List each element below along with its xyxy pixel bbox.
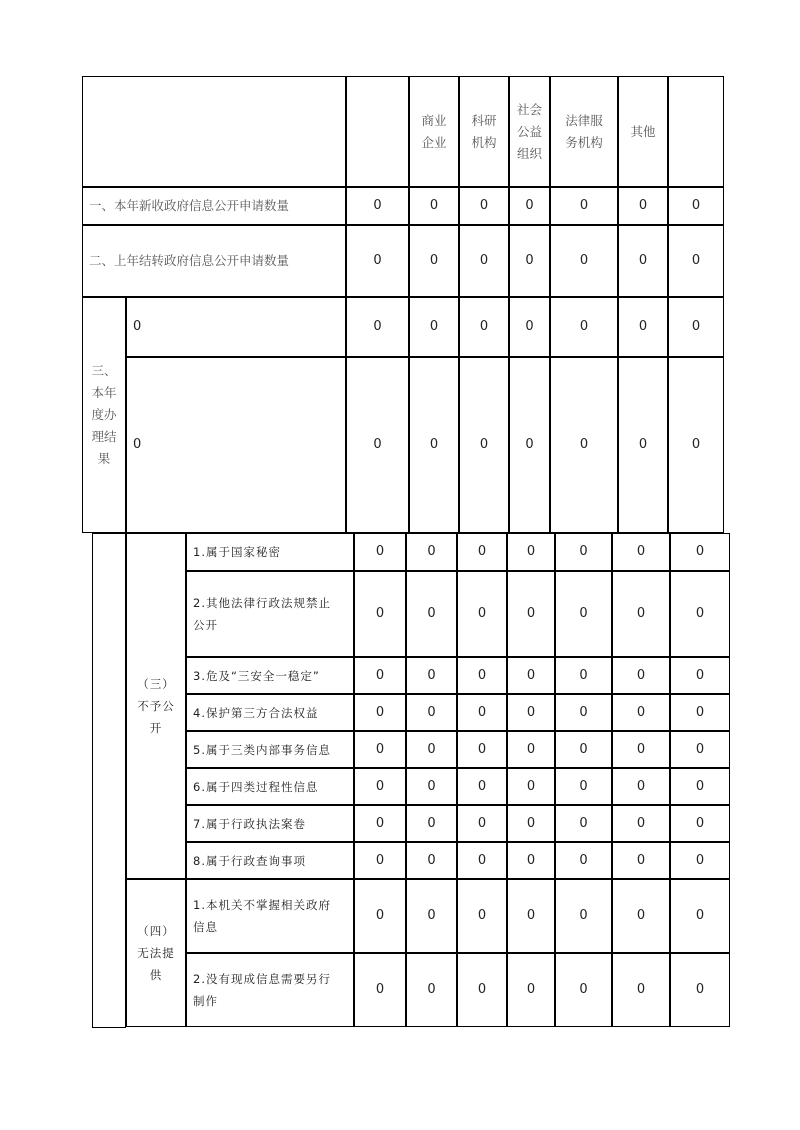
group3-item-value-text: 0: [375, 778, 385, 794]
group3-item-value: [612, 768, 670, 805]
group4-item-label-text: 1.本机关不掌握相关政府 信息: [193, 898, 331, 934]
group3-item-value-text: 0: [477, 667, 487, 683]
group3-item-value: [354, 768, 406, 805]
group3-item-label-text: 8.属于行政查询事项: [193, 853, 306, 868]
row-carryover-value-text: 0: [579, 253, 589, 268]
section3-sub2-value-text: 0: [429, 437, 439, 452]
group4-item-value: [612, 953, 670, 1027]
group3-item-value: [457, 571, 507, 657]
section3-sub2-value: [550, 357, 618, 533]
group3-item-value: [457, 805, 507, 842]
group3-item-value-text: 0: [636, 741, 646, 757]
group3-item-value-text: 0: [579, 741, 588, 757]
group4-item-value: [507, 879, 555, 953]
row-new-requests-value-text: 0: [638, 198, 648, 213]
group3-not-disclosed-label-text: （三） 不予公 开: [137, 677, 175, 735]
section3-sub1-value-text: 0: [638, 319, 648, 334]
section3-sub1-value-text: 0: [479, 319, 489, 334]
section3-sub2-value-text: 0: [579, 437, 589, 452]
row-new-requests-value: [409, 187, 459, 225]
row-new-requests-value-text: 0: [373, 198, 382, 213]
group4-unable-provide-label-text: （四） 无法提 供: [137, 924, 175, 982]
row-carryover-value-text: 0: [691, 253, 701, 268]
row-new-requests-value: [509, 187, 550, 225]
group4-item-value-text: 0: [526, 908, 536, 923]
group3-item-value-text: 0: [526, 815, 536, 831]
section3-sub1-value: [618, 297, 668, 357]
group3-item-value-text: 0: [427, 815, 436, 831]
group3-item-value-text: 0: [526, 667, 536, 683]
group3-item-value: [507, 694, 555, 731]
row-new-requests-value: [668, 187, 724, 225]
group3-item-value-text: 0: [636, 544, 646, 559]
group3-item-value: [507, 571, 555, 657]
group3-item-value: [612, 571, 670, 657]
section3-sub2-value-text: 0: [479, 437, 489, 452]
group3-item-label-text: 3.危及“三安全一稳定”: [193, 668, 320, 683]
group3-item-value-text: 0: [579, 852, 588, 868]
section3-sub1-value-text: 0: [525, 319, 534, 334]
group3-item-label: [186, 805, 354, 842]
group3-item-value-text: 0: [695, 778, 705, 794]
group3-item-value: [406, 657, 457, 694]
section3-sub1-value: [509, 297, 550, 357]
group3-item-label-text: 1.属于国家秘密: [193, 545, 281, 559]
group3-item-value: [354, 805, 406, 842]
section3-sub1-value: [346, 297, 409, 357]
group3-item-value-text: 0: [695, 667, 705, 683]
header-col-1: [409, 76, 459, 187]
group3-item-value: [406, 842, 457, 879]
group4-item-value-text: 0: [695, 908, 705, 923]
group3-item-value-text: 0: [695, 815, 705, 831]
group3-item-value-text: 0: [636, 667, 646, 683]
group3-not-disclosed-label: [126, 533, 186, 879]
group3-item-value-text: 0: [375, 667, 385, 683]
group3-item-label-text: 7.属于行政执法案卷: [193, 816, 306, 831]
group4-item-value: [555, 953, 612, 1027]
group4-item-value: [457, 953, 507, 1027]
group3-item-value-text: 0: [477, 704, 487, 720]
group3-item-value-text: 0: [477, 778, 487, 794]
group3-item-value-text: 0: [375, 544, 385, 559]
group3-item-value: [406, 805, 457, 842]
group3-item-value: [457, 731, 507, 768]
group3-item-value-text: 0: [636, 815, 646, 831]
row-carryover-value-text: 0: [638, 253, 648, 268]
group3-item-value: [457, 768, 507, 805]
group3-item-value-text: 0: [427, 852, 436, 868]
group3-item-value: [507, 657, 555, 694]
group4-item-value-text: 0: [579, 908, 588, 923]
group3-item-value: [406, 731, 457, 768]
group4-item-value-text: 0: [477, 908, 487, 923]
section3-sub2-value: [459, 357, 509, 533]
group3-item-value-text: 0: [695, 852, 705, 868]
group4-item-value-text: 0: [636, 908, 646, 923]
group3-item-value: [457, 533, 507, 571]
group3-item-value-text: 0: [526, 606, 536, 621]
row-carryover-value: [409, 225, 459, 297]
group3-item-value: [612, 657, 670, 694]
group4-item-value: [670, 879, 730, 953]
row-carryover-value: [346, 225, 409, 297]
group3-item-value-text: 0: [375, 704, 385, 720]
row-new-requests-value: [550, 187, 618, 225]
group3-item-label-text: 5.属于三类内部事务信息: [193, 742, 331, 757]
group3-item-value: [555, 842, 612, 879]
group3-item-value-text: 0: [427, 667, 436, 683]
group3-item-label: [186, 533, 354, 571]
group3-item-value: [457, 694, 507, 731]
section3-label: [82, 297, 126, 533]
group3-item-value: [354, 533, 406, 571]
group3-item-label-text: 2.其他法律行政法规禁止 公开: [193, 596, 331, 632]
row-new-requests-label-text: 一、本年新收政府信息公开申请数量: [89, 198, 290, 213]
group4-item-value-text: 0: [375, 908, 385, 923]
section3-sub2-value: [509, 357, 550, 533]
header-col-4: [550, 76, 618, 187]
group3-item-value-text: 0: [375, 852, 385, 868]
group4-item-value: [612, 879, 670, 953]
group4-item-value: [354, 953, 406, 1027]
group4-item-value-text: 0: [636, 982, 646, 997]
section3-sub2-value-text: 0: [373, 437, 382, 452]
row-new-requests-label: [82, 187, 346, 225]
group3-item-value-text: 0: [636, 852, 646, 868]
group3-item-value: [555, 533, 612, 571]
section3-sub1-value: [668, 297, 724, 357]
row-new-requests-value-text: 0: [579, 198, 589, 213]
group3-item-value: [670, 657, 730, 694]
group3-item-value-text: 0: [636, 606, 646, 621]
group3-item-label: [186, 842, 354, 879]
group3-item-value-text: 0: [526, 704, 536, 720]
group3-item-value-text: 0: [636, 704, 646, 720]
group3-item-value: [612, 731, 670, 768]
header-col-2-text: 科研 机构: [471, 112, 497, 150]
group3-item-value-text: 0: [579, 606, 588, 621]
section3-sub1-value-text: 0: [429, 319, 439, 334]
group3-item-value-text: 0: [526, 778, 536, 794]
group3-item-value: [354, 694, 406, 731]
group3-item-value-text: 0: [375, 606, 385, 621]
section3-sub2-value: [618, 357, 668, 533]
group4-item-value: [555, 879, 612, 953]
group4-item-value: [406, 879, 457, 953]
group4-item-value: [670, 953, 730, 1027]
section3-sub2-label: [126, 357, 346, 533]
group4-item-value: [354, 879, 406, 953]
group4-item-label-text: 2.没有现成信息需要另行 制作: [193, 972, 331, 1008]
group3-item-value: [670, 694, 730, 731]
header-col-3: [509, 76, 550, 187]
group3-item-label: [186, 657, 354, 694]
group3-item-value: [555, 768, 612, 805]
group3-item-value-text: 0: [477, 815, 487, 831]
group3-item-value-text: 0: [477, 544, 487, 559]
row-new-requests-value-text: 0: [429, 198, 439, 213]
group3-item-value-text: 0: [695, 544, 705, 559]
group3-item-label: [186, 731, 354, 768]
group3-item-value: [406, 768, 457, 805]
row-carryover-label: [82, 225, 346, 297]
group4-unable-provide-label: [126, 879, 186, 1027]
section3-sub2-value: [346, 357, 409, 533]
group3-item-value-text: 0: [427, 544, 436, 559]
group3-item-value: [507, 805, 555, 842]
section3-sub1-value: [459, 297, 509, 357]
section3-sub2-label-text: 0: [133, 437, 142, 452]
row-new-requests-value: [618, 187, 668, 225]
group3-item-value: [354, 571, 406, 657]
section3-sub1-value-text: 0: [691, 319, 701, 334]
header-col-3-text: 社会 公益 组织: [516, 101, 542, 161]
group3-item-value: [406, 694, 457, 731]
group3-item-value: [457, 657, 507, 694]
section3-sub1-value-text: 0: [579, 319, 589, 334]
group4-item-value-text: 0: [427, 982, 436, 997]
group4-item-value-text: 0: [375, 982, 385, 997]
group3-item-label-text: 4.保护第三方合法权益: [193, 705, 319, 720]
group3-item-value: [507, 731, 555, 768]
section3-sub2-value-text: 0: [638, 437, 648, 452]
header-col-0: [346, 76, 409, 187]
row-new-requests-value-text: 0: [691, 198, 701, 213]
header-col-5-text: 其他: [630, 123, 656, 139]
row-new-requests-value-text: 0: [525, 198, 534, 213]
group4-item-value-text: 0: [477, 982, 487, 997]
group3-item-value: [670, 533, 730, 571]
group3-item-value: [555, 571, 612, 657]
group3-item-value-text: 0: [477, 741, 487, 757]
group3-item-value: [555, 731, 612, 768]
group4-item-value: [457, 879, 507, 953]
row-carryover-value-text: 0: [525, 253, 534, 268]
group3-item-value: [406, 533, 457, 571]
group4-item-value-text: 0: [579, 982, 588, 997]
row-carryover-value-text: 0: [429, 253, 439, 268]
group3-item-value-text: 0: [477, 606, 487, 621]
row-carryover-value: [668, 225, 724, 297]
section3-sub2-value: [668, 357, 724, 533]
row-new-requests-value: [459, 187, 509, 225]
group3-item-value-text: 0: [695, 704, 705, 720]
group3-item-label: [186, 768, 354, 805]
section3-sub2-value-text: 0: [525, 437, 534, 452]
group3-item-value: [354, 657, 406, 694]
group3-item-value: [507, 842, 555, 879]
group4-item-value-text: 0: [427, 908, 436, 923]
group3-item-value-text: 0: [427, 606, 436, 621]
group3-item-value: [612, 694, 670, 731]
header-col-1-text: 商业 企业: [421, 112, 447, 150]
group3-item-value-text: 0: [375, 815, 385, 831]
group4-item-label: [186, 953, 354, 1027]
group3-item-value-text: 0: [427, 778, 436, 794]
header-col-2: [459, 76, 509, 187]
header-col-5: [618, 76, 668, 187]
header-blank-cell: [82, 76, 346, 187]
group3-item-value-text: 0: [526, 852, 536, 868]
section3-sub1-value: [550, 297, 618, 357]
group3-item-value: [457, 842, 507, 879]
row-new-requests-value: [346, 187, 409, 225]
group3-item-value: [670, 571, 730, 657]
header-col-4-text: 法律服 务机构: [565, 112, 603, 150]
row-carryover-label-text: 二、上年结转政府信息公开申请数量: [89, 253, 290, 268]
group3-item-value-text: 0: [695, 606, 705, 621]
group3-item-value-text: 0: [579, 815, 588, 831]
group3-item-value: [612, 533, 670, 571]
group3-item-value: [670, 842, 730, 879]
section3-sub2-value: [409, 357, 459, 533]
row-carryover-value: [509, 225, 550, 297]
row-carryover-value-text: 0: [479, 253, 489, 268]
section3-sub1-value: [409, 297, 459, 357]
group3-item-value: [670, 805, 730, 842]
group3-item-value-text: 0: [427, 741, 436, 757]
group4-item-label: [186, 879, 354, 953]
group3-item-label-text: 6.属于四类过程性信息: [193, 779, 319, 794]
group3-item-value: [670, 731, 730, 768]
group3-item-value: [406, 571, 457, 657]
group3-item-value-text: 0: [695, 741, 705, 757]
section3-sub1-value-text: 0: [373, 319, 382, 334]
group3-item-value: [507, 768, 555, 805]
group3-item-value: [612, 805, 670, 842]
group3-item-value: [555, 805, 612, 842]
group3-item-value-text: 0: [579, 778, 588, 794]
group3-item-value-text: 0: [427, 704, 436, 720]
group3-item-value-text: 0: [375, 741, 385, 757]
row-carryover-value: [459, 225, 509, 297]
group3-item-value-text: 0: [579, 704, 588, 720]
row-carryover-value: [618, 225, 668, 297]
group3-item-value-text: 0: [526, 544, 536, 559]
lower-left-blank-cell: [92, 533, 126, 1028]
group4-item-value-text: 0: [695, 982, 705, 997]
group3-item-value-text: 0: [477, 852, 487, 868]
row-new-requests-value-text: 0: [479, 198, 489, 213]
group3-item-label: [186, 694, 354, 731]
group4-item-value-text: 0: [526, 982, 536, 997]
group3-item-label: [186, 571, 354, 657]
section3-sub2-value-text: 0: [691, 437, 701, 452]
group3-item-value: [612, 842, 670, 879]
group3-item-value: [354, 731, 406, 768]
group3-item-value-text: 0: [526, 741, 536, 757]
group3-item-value: [670, 768, 730, 805]
group3-item-value-text: 0: [579, 544, 588, 559]
section3-label-text: 三、 本年 度办 理结 果: [91, 363, 117, 466]
group4-item-value: [406, 953, 457, 1027]
section3-sub1-label-text: 0: [133, 319, 142, 334]
group3-item-value-text: 0: [636, 778, 646, 794]
group3-item-value: [555, 657, 612, 694]
group4-item-value: [507, 953, 555, 1027]
group3-item-value: [555, 694, 612, 731]
group3-item-value: [507, 533, 555, 571]
row-carryover-value-text: 0: [373, 253, 382, 268]
group3-item-value: [354, 842, 406, 879]
row-carryover-value: [550, 225, 618, 297]
header-col-6: [668, 76, 724, 187]
section3-sub1-label: [126, 297, 346, 357]
group3-item-value-text: 0: [579, 667, 588, 683]
